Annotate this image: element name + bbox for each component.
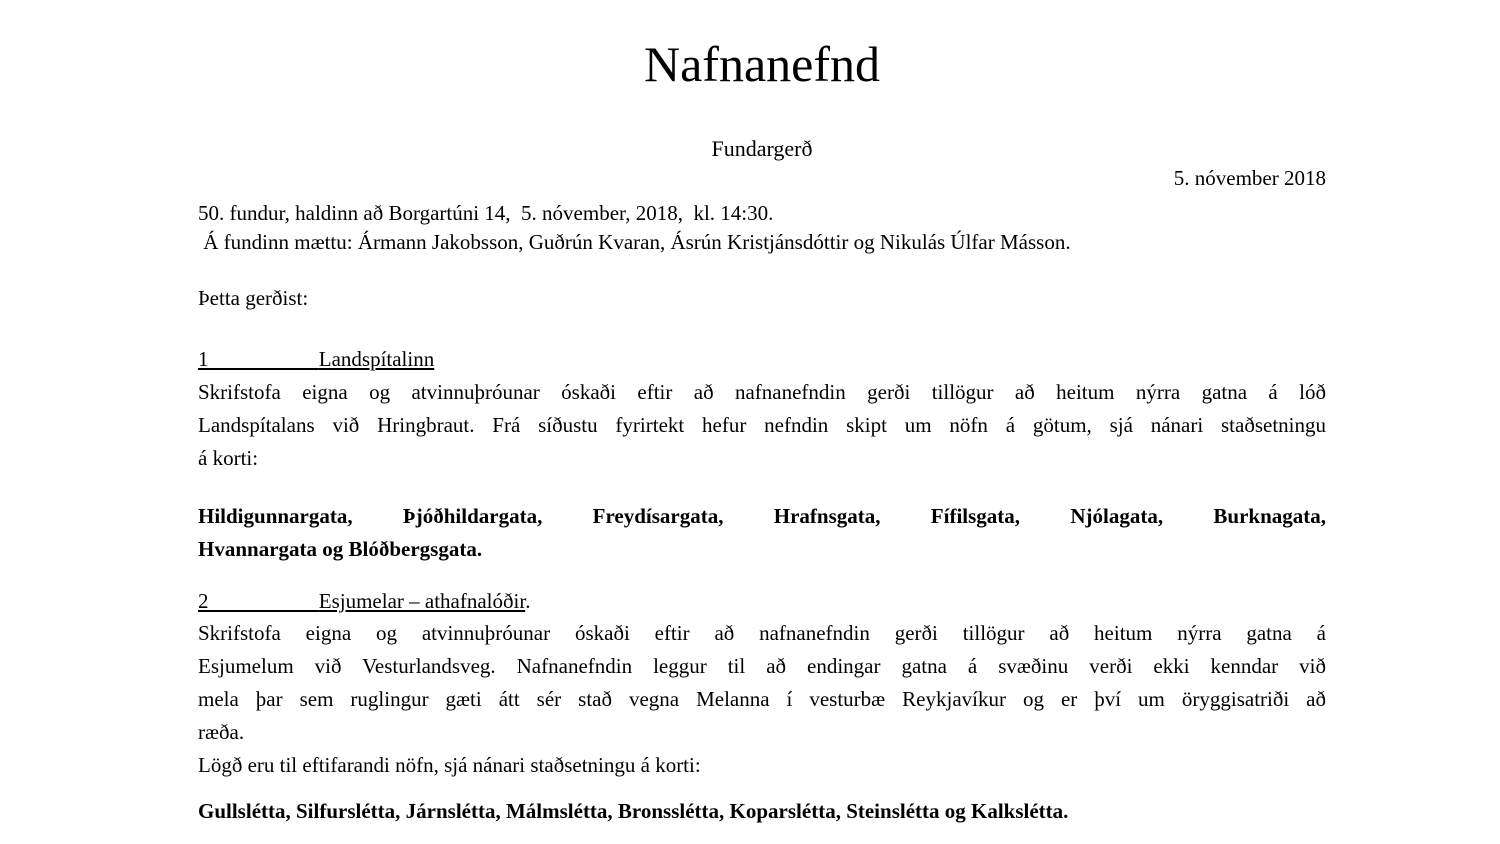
text-line: mela þar sem ruglingur gæti átt sér stað vegna Melanna í vesturbæ Reykjavíkur og er því um öryggisatriði að	[198, 687, 1326, 711]
intro-line: Þetta gerðist:	[198, 286, 309, 310]
section-2-note-line: Lögð eru til eftifarandi nöfn, sjá nánari staðsetningu á korti:	[198, 753, 701, 777]
section-2-title: Esjumelar – athafnalóðir	[318, 589, 526, 613]
section-2-heading-suffix: .	[525, 589, 531, 613]
document-subtitle: Fundargerð	[711, 136, 813, 161]
section-2-heading-underline	[198, 589, 525, 613]
section-2-number: 2	[198, 589, 209, 613]
section-1-heading	[198, 348, 1326, 371]
text-line: Landspítalans við Hringbraut. Frá síðustu fyrirtekt hefur nefndin skipt um nöfn á götum, sjá nánari staðsetningu	[198, 413, 1326, 437]
tab-spacer	[209, 347, 319, 371]
document-title: Nafnanefnd	[644, 36, 880, 92]
meeting-info-line: 50. fundur, haldinn að Borgartúni 14, 5. nóvember, 2018, kl. 14:30.	[198, 201, 774, 225]
text-line: Skrifstofa eigna og atvinnuþróunar óskaði eftir að nafnanefndin gerði tillögur að heitum nýrra gatna á	[198, 621, 1326, 645]
section-1-street-names	[198, 500, 1326, 566]
attendees-line: Á fundinn mættu: Ármann Jakobsson, Guðrún Kvaran, Ásrún Kristjánsdóttir og Nikulás Úlfar Másson.	[198, 230, 1071, 254]
text-line: Hvannargata og Blóðbergsgata.	[198, 537, 483, 561]
section-1-heading-underline	[198, 347, 434, 371]
document-date: 5. nóvember 2018	[1173, 166, 1326, 190]
text-line: Hildigunnargata, Þjóðhildargata, Freydísargata, Hrafnsgata, Fífilsgata, Njólagata, Burknagata,	[198, 504, 1326, 528]
meeting-meta	[198, 199, 1326, 257]
section-2-street-names	[198, 795, 1326, 828]
section-1-paragraph	[198, 376, 1326, 475]
text-line: Esjumelum við Vesturlandsveg. Nafnanefndin leggur til að endingar gatna á svæðinu verði ekki kenndar við	[198, 654, 1326, 678]
section-1-number: 1	[198, 347, 209, 371]
text-line: á korti:	[198, 446, 259, 470]
section-1-title: Landspítalinn	[318, 347, 435, 371]
tab-spacer	[209, 589, 319, 613]
text-line: Gullslétta, Silfurslétta, Járnslétta, Málmslétta, Bronsslétta, Koparslétta, Steinslétta og Kalkslétta.	[198, 799, 1069, 823]
section-2-heading	[198, 590, 1326, 613]
text-line: ræða.	[198, 720, 245, 744]
text-line: Skrifstofa eigna og atvinnuþróunar óskaði eftir að nafnanefndin gerði tillögur að heitum nýrra gatna á lóð	[198, 380, 1326, 404]
section-2-paragraph	[198, 617, 1326, 749]
